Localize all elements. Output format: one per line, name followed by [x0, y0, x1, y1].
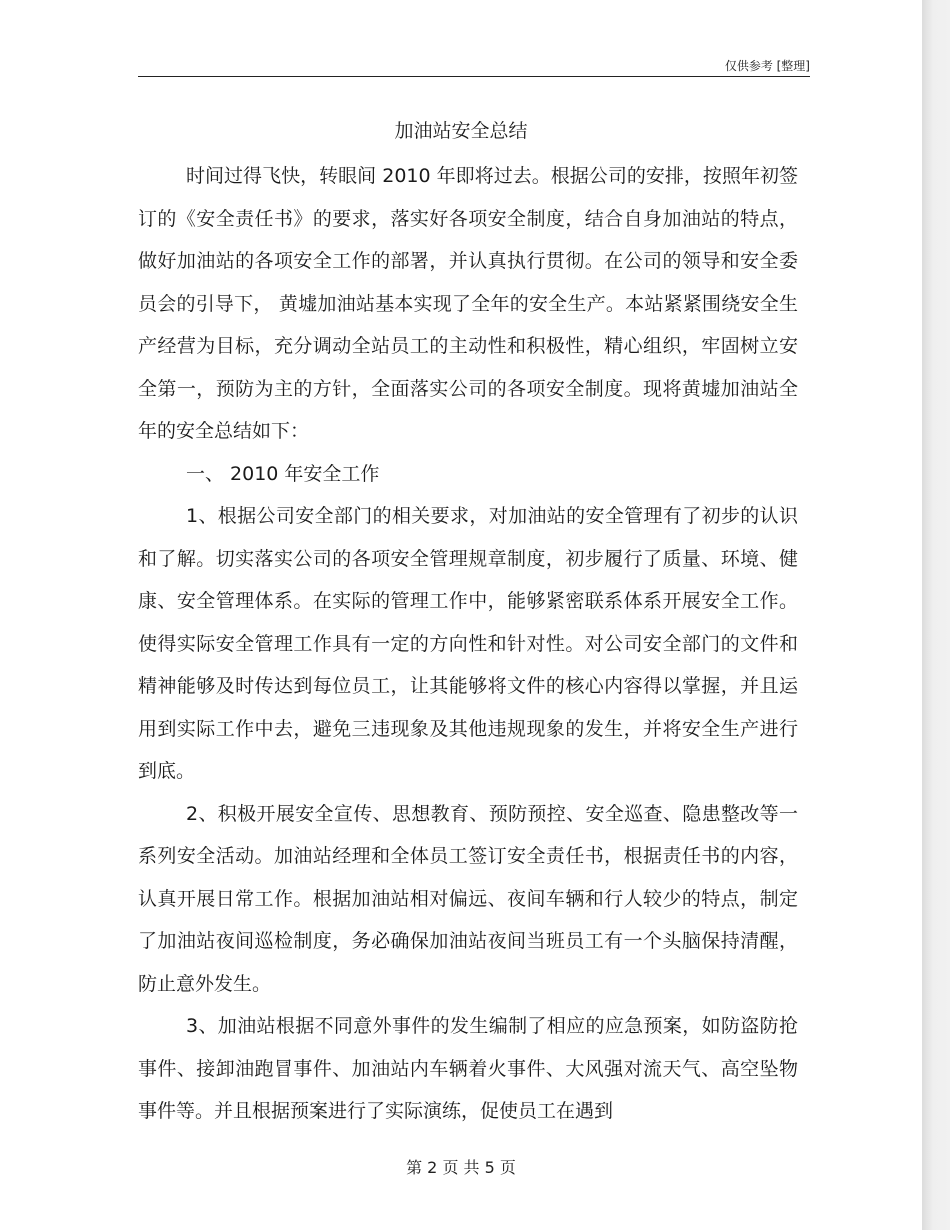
page-number: 第 2 页 共 5 页 [406, 1158, 516, 1177]
page-shadow [922, 0, 950, 1230]
header-note: 仅供参考 [整理] [724, 59, 810, 73]
document-body [138, 155, 798, 1133]
header-rule [138, 76, 810, 77]
document-title: 加油站安全总结 [394, 120, 528, 142]
paragraph-item-1: 1、根据公司安全部门的相关要求，对加油站的安全管理有了初步的认识和了解。切实落实公司的各项安全管理规章制度，初步履行了质量、环境、健康、安全管理体系。在实际的管理工作中，能够紧密联系体系开展安全工作。使得实际安全管理工作具有一定的方向性和针对性。对公司安全部门的文件和精神能够及时传达到每位员工，让其能够将文件的核心内容得以掌握，并且运用到实际工作中去，避免三违现象及其他违规现象的发生，并将安全生产进行到底。 [138, 505, 798, 782]
section-heading: 一、 2010 年安全工作 [186, 462, 380, 485]
paragraph-intro: 时间过得飞快，转眼间 2010 年即将过去。根据公司的安排，按照年初签订的《安全责任书》的要求，落实好各项安全制度，结合自身加油站的特点，做好加油站的各项安全工作的部署，并认真执行贯彻。在公司的领导和安全委员会的引导下， 黄墟加油站基本实现了全年的安全生产。本站紧紧围绕安全生产经营为目标，充分调动全站员工的主动性和积极性，精心组织，牢固树立安全第一，预防为主的方针，全面落实公司的各项安全制度。现将黄墟加油站全年的安全总结如下： [138, 165, 798, 442]
paragraph-item-2: 2、积极开展安全宣传、思想教育、预防预控、安全巡查、隐患整改等一系列安全活动。加油站经理和全体员工签订安全责任书，根据责任书的内容，认真开展日常工作。根据加油站相对偏远、夜间车辆和行人较少的特点，制定了加油站夜间巡检制度，务必确保加油站夜间当班员工有一个头脑保持清醒，防止意外发生。 [138, 802, 798, 995]
paragraph-item-3: 3、加油站根据不同意外事件的发生编制了相应的应急预案，如防盗防抢事件、接卸油跑冒事件、加油站内车辆着火事件、大风强对流天气、高空坠物事件等。并且根据预案进行了实际演练，促使员工在遇到 [138, 1015, 798, 1122]
